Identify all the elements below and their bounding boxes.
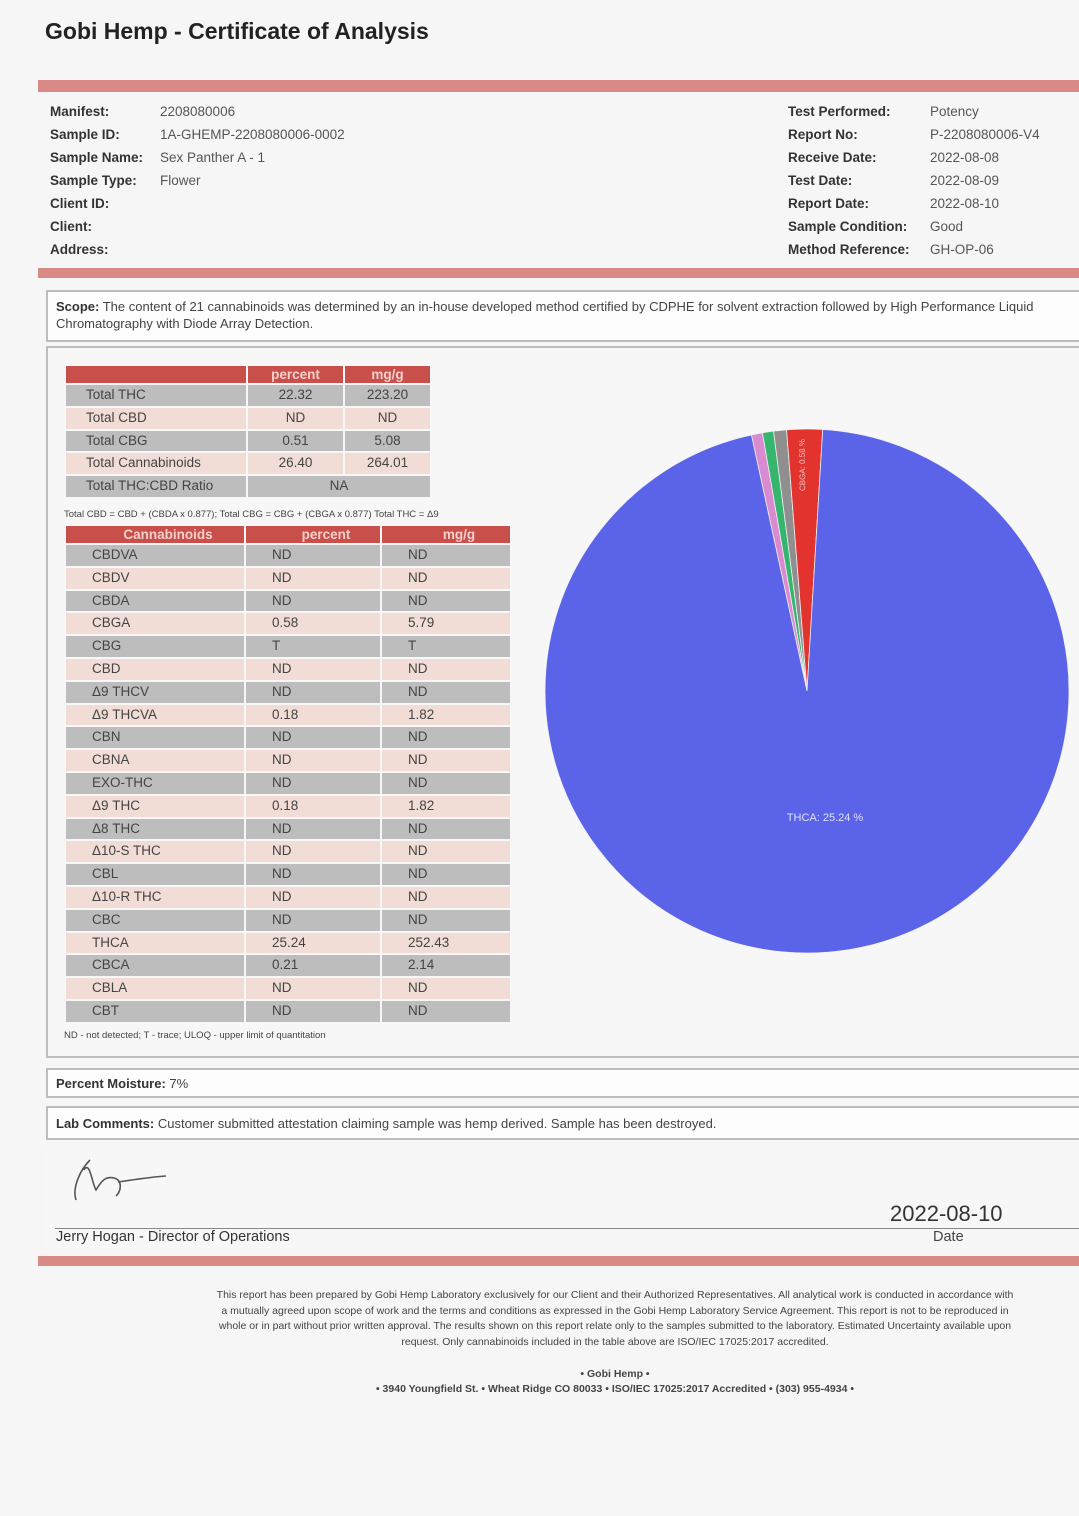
- mgg-cell: ND: [382, 887, 510, 908]
- table-row: [66, 636, 510, 657]
- table-row: [66, 750, 510, 771]
- table-row: [66, 910, 510, 931]
- comments-value: Customer submitted attestation claiming sample was hemp derived. Sample has been destroyed.: [154, 1116, 717, 1131]
- info-value: Sex Panther A - 1: [160, 150, 266, 165]
- moisture-label: Percent Moisture:: [56, 1076, 166, 1091]
- info-label: Sample Condition:: [788, 219, 908, 234]
- mgg-cell: 1.82: [382, 796, 510, 817]
- info-value: 2022-08-08: [930, 150, 1000, 165]
- percent-cell: ND: [248, 408, 343, 429]
- header-cell: Cannabinoids: [66, 526, 244, 543]
- cannabinoid-name: CBNA: [66, 750, 244, 771]
- mgg-cell: 223.20: [345, 385, 430, 406]
- mgg-cell: ND: [382, 591, 510, 612]
- percent-cell: 0.51: [248, 431, 343, 452]
- info-row: [50, 192, 345, 215]
- info-value: 2208080006: [160, 104, 236, 119]
- scope-label: Scope:: [56, 299, 100, 314]
- info-label: Manifest:: [50, 104, 110, 119]
- percent-cell: ND: [246, 841, 380, 862]
- row-label: Total CBG: [66, 431, 246, 452]
- footer-band: [38, 1256, 1079, 1266]
- info-value: 2022-08-09: [930, 173, 1000, 188]
- table-row: [66, 385, 430, 406]
- moisture-panel: [46, 1068, 1079, 1098]
- info-value: Flower: [160, 173, 201, 188]
- summary-header-row: [66, 366, 430, 383]
- percent-cell: 0.18: [246, 796, 380, 817]
- mgg-cell: ND: [382, 910, 510, 931]
- info-value: Potency: [930, 104, 979, 119]
- mgg-cell: ND: [382, 978, 510, 999]
- header-cell: percent: [246, 526, 380, 543]
- table-row: [66, 887, 510, 908]
- percent-cell: ND: [246, 682, 380, 703]
- info-label: Client ID:: [50, 196, 110, 211]
- section-band: [38, 268, 1079, 278]
- header-cell: percent: [248, 366, 343, 383]
- mgg-cell: ND: [345, 408, 430, 429]
- table-row: [66, 682, 510, 703]
- cannabinoid-name: CBN: [66, 727, 244, 748]
- percent-cell: 26.40: [248, 453, 343, 474]
- info-value: Good: [930, 219, 964, 234]
- mgg-cell: 252.43: [382, 933, 510, 954]
- signature-image: [62, 1150, 172, 1206]
- cannabinoid-name: EXO-THC: [66, 773, 244, 794]
- cannabinoid-name: CBC: [66, 910, 244, 931]
- percent-cell: ND: [246, 545, 380, 566]
- cannabinoid-name: THCA: [66, 933, 244, 954]
- mgg-cell: ND: [382, 727, 510, 748]
- scope-panel: [46, 290, 1079, 342]
- percent-cell: 25.24: [246, 933, 380, 954]
- mgg-cell: ND: [382, 568, 510, 589]
- info-row: [788, 123, 1040, 146]
- table-row: [66, 568, 510, 589]
- info-row: [50, 169, 345, 192]
- mgg-cell: ND: [382, 773, 510, 794]
- formula-note: Total CBD = CBD + (CBDA x 0.877); Total CBG = CBG + (CBGA x 0.877) Total THC = Δ9: [64, 509, 439, 520]
- info-label: Receive Date:: [788, 150, 877, 165]
- info-value: GH-OP-06: [930, 242, 994, 257]
- info-row: [50, 100, 345, 123]
- cannabinoid-name: Δ8 THC: [66, 819, 244, 840]
- table-row: [66, 727, 510, 748]
- comments-text: [56, 1116, 716, 1131]
- info-row: [50, 146, 345, 169]
- cannabinoid-name: CBCA: [66, 955, 244, 976]
- cannabinoid-name: CBG: [66, 636, 244, 657]
- cannabinoid-name: Δ9 THCV: [66, 682, 244, 703]
- info-row: [788, 100, 1040, 123]
- table-row: [66, 705, 510, 726]
- mgg-cell: 5.79: [382, 613, 510, 634]
- info-row: [50, 238, 345, 261]
- percent-cell: ND: [246, 727, 380, 748]
- mgg-cell: ND: [382, 841, 510, 862]
- date-label: Date: [933, 1229, 964, 1245]
- cannabinoid-name: Δ9 THC: [66, 796, 244, 817]
- percent-cell: ND: [246, 819, 380, 840]
- signatory-name: Jerry Hogan - Director of Operations: [56, 1229, 290, 1245]
- ratio-cell: NA: [248, 476, 430, 497]
- percent-cell: ND: [246, 864, 380, 885]
- info-label: Report No:: [788, 127, 858, 142]
- table-row: [66, 933, 510, 954]
- cannabinoid-name: Δ10-R THC: [66, 887, 244, 908]
- cannabinoid-name: Δ9 THCVA: [66, 705, 244, 726]
- moisture-text: [56, 1076, 188, 1091]
- mgg-cell: ND: [382, 659, 510, 680]
- mgg-cell: ND: [382, 819, 510, 840]
- cannabinoid-header-row: [66, 526, 510, 543]
- summary-table: [64, 364, 432, 499]
- row-label: Total THC:CBD Ratio: [66, 476, 246, 497]
- percent-cell: ND: [246, 568, 380, 589]
- moisture-value: 7%: [165, 1076, 189, 1091]
- cannabinoid-name: CBL: [66, 864, 244, 885]
- info-label: Report Date:: [788, 196, 870, 211]
- percent-cell: ND: [246, 750, 380, 771]
- info-label: Sample ID:: [50, 127, 120, 142]
- mgg-cell: ND: [382, 864, 510, 885]
- table-row: [66, 773, 510, 794]
- footer-disclaimer: This report has been prepared by Gobi Hemp Laboratory exclusively for our Client and their Authorized Representatives. All analytical work is conducted in accordance with a mutually agreed upon scope of work and the terms and conditions as expressed in the Gobi Hemp Laboratory Service Agreement. This report is not to be reproduced in whole or in part without prior written approval. The results shown on this report relate only to the samples submitted to the laboratory. Estimated Uncertainty available upon request. Only cannabinoids included in the table above are ISO/IEC 17025:2017 accredited.: [216, 1289, 1014, 1348]
- cannabinoid-name: CBDVA: [66, 545, 244, 566]
- legend-note: ND - not detected; T - trace; ULOQ - upper limit of quantitation: [64, 1030, 326, 1041]
- percent-cell: 0.58: [246, 613, 380, 634]
- cannabinoid-name: CBGA: [66, 613, 244, 634]
- table-row: [66, 796, 510, 817]
- table-row: [66, 659, 510, 680]
- table-row: [66, 545, 510, 566]
- info-value: 1A-GHEMP-2208080006-0002: [160, 127, 345, 142]
- percent-cell: 0.21: [246, 955, 380, 976]
- table-row: [66, 864, 510, 885]
- info-label: Address:: [50, 242, 109, 257]
- info-label: Test Performed:: [788, 104, 891, 119]
- mgg-cell: ND: [382, 682, 510, 703]
- percent-cell: ND: [246, 978, 380, 999]
- info-row: [788, 169, 1040, 192]
- page-title: Gobi Hemp - Certificate of Analysis: [45, 18, 429, 44]
- percent-cell: ND: [246, 910, 380, 931]
- mgg-cell: 5.08: [345, 431, 430, 452]
- cannabinoid-name: CBD: [66, 659, 244, 680]
- mgg-cell: 264.01: [345, 453, 430, 474]
- mgg-cell: ND: [382, 750, 510, 771]
- potency-pie-chart: [540, 424, 1074, 958]
- table-row: [66, 476, 430, 497]
- mgg-cell: T: [382, 636, 510, 657]
- info-row: [788, 215, 1040, 238]
- table-row: [66, 841, 510, 862]
- cannabinoid-name: CBT: [66, 1001, 244, 1022]
- info-value: 2022-08-10: [930, 196, 1000, 211]
- table-row: [66, 613, 510, 634]
- percent-cell: ND: [246, 887, 380, 908]
- percent-cell: 0.18: [246, 705, 380, 726]
- info-label: Test Date:: [788, 173, 853, 188]
- info-row: [50, 215, 345, 238]
- cannabinoid-name: Δ10-S THC: [66, 841, 244, 862]
- table-row: [66, 819, 510, 840]
- info-value: P-2208080006-V4: [930, 127, 1040, 142]
- mgg-cell: ND: [382, 545, 510, 566]
- table-row: [66, 408, 430, 429]
- row-label: Total THC: [66, 385, 246, 406]
- percent-cell: ND: [246, 591, 380, 612]
- info-label: Sample Name:: [50, 150, 144, 165]
- scope-text: [56, 298, 1079, 334]
- sample-info-left: [50, 100, 345, 261]
- mgg-cell: 1.82: [382, 705, 510, 726]
- table-row: [66, 453, 430, 474]
- header-cell: mg/g: [345, 366, 430, 383]
- comments-label: Lab Comments:: [56, 1116, 155, 1131]
- table-row: [66, 591, 510, 612]
- signature-date: 2022-08-10: [890, 1201, 1003, 1226]
- info-row: [788, 238, 1040, 261]
- comments-panel: [46, 1106, 1079, 1140]
- cannabinoid-name: CBDV: [66, 568, 244, 589]
- percent-cell: 22.32: [248, 385, 343, 406]
- percent-cell: ND: [246, 1001, 380, 1022]
- info-label: Sample Type:: [50, 173, 137, 188]
- table-row: [66, 431, 430, 452]
- mgg-cell: 2.14: [382, 955, 510, 976]
- cannabinoid-table: [64, 524, 512, 1024]
- sample-info-right: [788, 100, 1040, 261]
- info-label: Client:: [50, 219, 92, 234]
- cannabinoid-name: CBLA: [66, 978, 244, 999]
- row-label: Total Cannabinoids: [66, 453, 246, 474]
- header-cell: mg/g: [382, 526, 510, 543]
- info-row: [788, 192, 1040, 215]
- info-label: Method Reference:: [788, 242, 910, 257]
- table-row: [66, 955, 510, 976]
- header-band: [38, 80, 1079, 92]
- row-label: Total CBD: [66, 408, 246, 429]
- percent-cell: T: [246, 636, 380, 657]
- percent-cell: ND: [246, 773, 380, 794]
- pie-label-cbga: CBGA: 0.58 %: [797, 438, 808, 492]
- pie-label-thca: THCA: 25.24 %: [786, 812, 864, 824]
- footer-company: • Gobi Hemp •: [580, 1368, 650, 1380]
- table-row: [66, 1001, 510, 1022]
- percent-cell: ND: [246, 659, 380, 680]
- header-cell: [66, 366, 246, 383]
- table-row: [66, 978, 510, 999]
- footer-address: • 3940 Youngfield St. • Wheat Ridge CO 80033 • ISO/IEC 17025:2017 Accredited • (303) 955-4934 •: [375, 1383, 855, 1395]
- mgg-cell: ND: [382, 1001, 510, 1022]
- scope-body: The content of 21 cannabinoids was determined by an in-house developed method certified by CDPHE for solvent extraction followed by High Performance Liquid Chromatography with Diode Array Detection.: [56, 299, 1034, 331]
- info-row: [50, 123, 345, 146]
- info-row: [788, 146, 1040, 169]
- cannabinoid-name: CBDA: [66, 591, 244, 612]
